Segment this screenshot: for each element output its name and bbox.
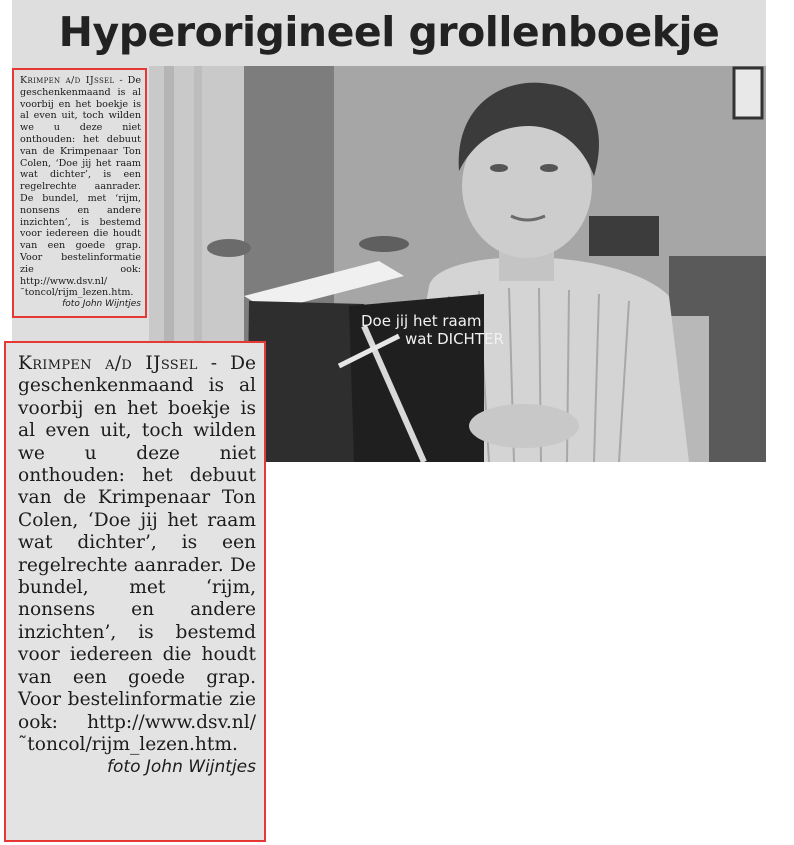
article-column-small (12, 68, 147, 318)
article-body-enlarged: De geschenkenmaand is al voorbij en het boekje is al even uit, toch wilden we u deze niet onthouden: het debuut van de Krimpenaar Ton Colen, ‘Doe jij het raam wat dichter’, is een regelrechte aanrader. De bundel, met ‘rijm, nonsens en andere inzichten’, is bestemd voor iedereen die houdt van een goede grap. Voor bestelinformatie zie ook: http://www.dsv.nl/˜toncol/rijm_lezen.htm. (18, 353, 256, 755)
headline: Hyperorigineel grollenboekje (58, 8, 720, 56)
article-dateline-enlarged: Krimpen a/d IJssel (18, 353, 198, 374)
article-dash: - (114, 75, 123, 86)
book-title-line1: Doe jij het raam (361, 312, 482, 330)
book-title-line2: wat DICHTER (405, 330, 504, 348)
photo-credit-enlarged: foto John Wijntjes (107, 757, 256, 778)
article-dash-enlarged: - (197, 353, 218, 374)
photo-credit: foto John Wijntjes (62, 299, 141, 310)
article-dateline: Krimpen a/d IJssel (20, 75, 115, 86)
article-column-enlarged (4, 341, 266, 842)
article-body: De geschenkenmaand is al voorbij en het boekje is al even uit, toch wilden we u deze niet onthouden: het debuut van de Krimpenaar Ton Colen, ‘Doe jij het raam wat dichter’, is een regelrechte aanrader. De bundel, met ‘rijm, nonsens en andere inzichten’, is bestemd voor iedereen die houdt van een goede grap. Voor bestelinformatie zie ook: http://www.dsv.nl/˜toncol/rijm_lezen.htm. (20, 75, 141, 299)
